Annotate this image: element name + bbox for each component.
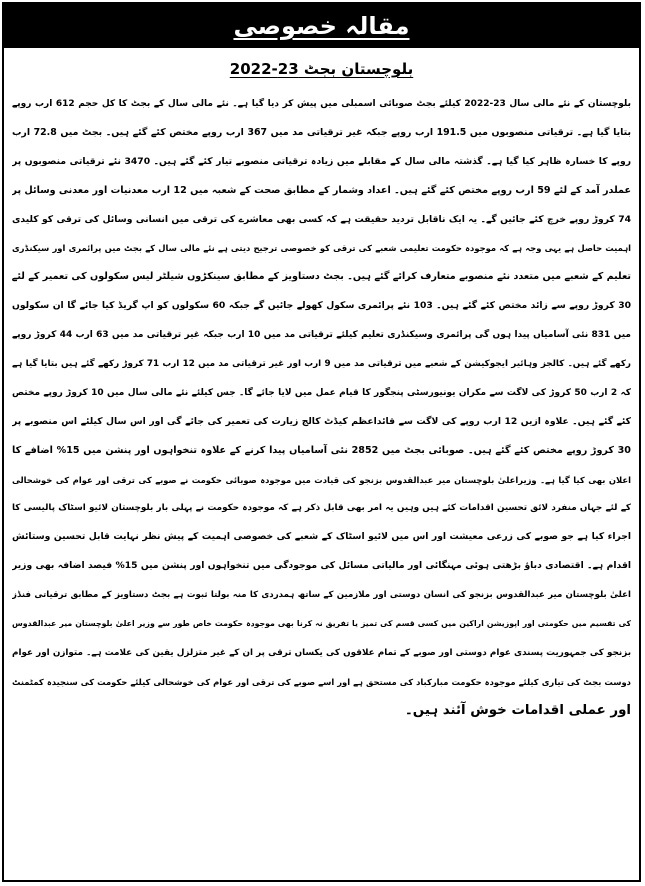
article-line: میں 831 نئی آسامیاں پیدا ہوں گی پرائمری وسیکنڈری تعلیم کیلئے ترقیاتی مد میں 10 ارب جبکہ غیر ترقیاتی مد میں 63 ارب 44 کروڑ روپے: [12, 330, 631, 341]
article-line: اعلیٰ بلوچستان میر عبدالقدوس بزنجو کی انسان دوستی اور ملازمین کے ساتھ ہمدردی کا منہ بولتا ثبوت ہے بجٹ دستاویز کے مطابق ترقیاتی فنڈز: [12, 590, 631, 601]
article-line: بزنجو کی جمہوریت پسندی عوام دوستی اور صوبے کے تمام علاقوں کی یکساں ترقی پر ان کے غیر متزلزل یقین کی علامت ہے۔ متوازن اور عوام: [12, 647, 631, 658]
article-line: 30 کروڑ روپے سے زائد مختص کئے گئے ہیں۔ 103 نئے پرائمری سکول کھولے جائیں گے جبکہ 60 سکولوں کو اپ گریڈ کیا جائے گا ان سکولوں: [12, 300, 631, 312]
article-line: بتایا گیا ہے۔ ترقیاتی منصوبوں میں 191.5 ارب روپے جبکہ غیر ترقیاتی مد میں 367 ارب روپے مختص کئے گئے ہیں۔ بجٹ میں 72.8 ارب: [12, 126, 631, 138]
article-line: کہ 2 ارب 50 کروڑ کی لاگت سے مکران یونیورسٹی پنجگور کا قیام عمل میں لایا جائے گا۔ جس کیلئے نئے مالی سال میں 10 کروڑ روپے مختص: [12, 387, 631, 398]
article-line: کی تقسیم میں حکومتی اور اپوزیشن اراکین میں کسی قسم کی تمیز یا تفریق نہ کرنا بھی موجودہ حکومت خاص طور سے وزیر اعلیٰ بلوچستان میر عبدالقدوس: [12, 619, 631, 629]
newspaper-clipping: [2, 2, 641, 882]
article-line: بلوچستان کے نئے مالی سال 23-2022 کیلئے بجٹ صوبائی اسمبلی میں پیش کر دیا گیا ہے۔ نئے مالی سال کے بجٹ کا کل حجم 612 ارب روپے: [12, 99, 631, 109]
article-line: کے لئے جہاں منفرد لائق تحسین اقدامات کئے ہیں وہیں یہ امر بھی قابل ذکر ہے کہ موجودہ حکومت نے پہلی بار بلوچستان لائیو اسٹاک پالیسی کا: [12, 503, 631, 514]
article-line: اعلان بھی کیا گیا ہے۔ وزیراعلیٰ بلوچستان میر عبدالقدوس بزنجو کی قیادت میں موجودہ صوبائی حکومت نے صوبے کی ترقی اور عوام کی خوشحالی: [12, 474, 631, 485]
column-title: مقالہ خصوصی: [233, 12, 410, 40]
article-line: اقدام ہے۔ اقتصادی دباؤ بڑھتی ہوئی مہنگائی اور مالیاتی مسائل کی موجودگی میں تنخواہوں اور پنشن میں 15% فیصد اضافہ بھی وزیر: [12, 560, 631, 572]
article-line: 74 کروڑ روپے خرچ کئے جائیں گے۔ یہ ایک ناقابل تردید حقیقت ہے کہ کسی بھی معاشرے کی ترقی میں انسانی وسائل کی ترقی کو کلیدی: [12, 213, 631, 225]
article-line: اور عملی اقدامات خوش آئند ہیں۔: [404, 702, 631, 718]
article-line: رکھے گئے ہیں۔ کالجز وہائیر ایجوکیشن کے شعبے میں ترقیاتی مد میں 9 ارب اور غیر ترقیاتی مد میں 12 ارب 71 کروڑ رکھے گئے ہیں بتایا گیا ہے: [12, 359, 631, 370]
article-line: 30 کروڑ روپے مختص کئے گئے ہیں۔ صوبائی بجٹ میں 2852 نئی آسامیاں پیدا کرنے کے علاوہ تنخواہوں اور پنشن میں 15% اضافے کا: [12, 444, 631, 456]
article-line: اہمیت حاصل ہے یہی وجہ ہے کہ موجودہ حکومت تعلیمی شعبے کی ترقی کو خصوصی ترجیح دیتی ہے نئے مالی سال کے بجٹ میں پرائمری اور سیکنڈری: [12, 243, 631, 254]
article-subtitle: بلوچستان بجٹ 23-2022: [229, 60, 414, 78]
header-bar: [4, 4, 639, 48]
article-line: اجراء کیا ہے جو صوبے کی زرعی معیشت اور اس میں لائیو اسٹاک کے شعبے کی خصوصی اہمیت کے پیش نظر نہایت قابل تحسین وستائش: [12, 531, 631, 543]
article-body: [12, 90, 631, 874]
article-line: کئے گئے ہیں۔ علاوہ ازیں 12 ارب روپے کی لاگت سے قائداعظم کیڈٹ کالج زیارت کی تعمیر کی جائے گی اور اس سال کیلئے اس منصوبے پر: [12, 415, 631, 427]
article-line: تعلیم کے شعبے میں متعدد نئے منصوبے متعارف کرائے گئے ہیں۔ بجٹ دستاویز کے مطابق سینکڑوں شیلٹر لیس سکولوں کی تعمیر کے لئے: [12, 271, 631, 283]
article-line: روپے کا خسارہ ظاہر کیا گیا ہے۔ گذشتہ مالی سال کے مقابلے میں زیادہ ترقیاتی منصوبے تیار کئے گئے ہیں۔ 3470 نئے ترقیاتی منصوبوں پر: [12, 155, 631, 167]
article-line: دوست بجٹ کی تیاری کیلئے موجودہ حکومت مبارکباد کی مستحق ہے اور اسے صوبے کی ترقی اور عوام کی خوشحالی کیلئے حکومت کی سنجیدہ کمٹمنٹ: [12, 676, 631, 687]
article-line: عملدر آمد کے لئے 59 ارب روپے مختص کئے گئے ہیں۔ اعداد وشمار کے مطابق صحت کے شعبہ میں 12 ارب معدنیات اور معدنی وسائل پر: [12, 184, 631, 196]
